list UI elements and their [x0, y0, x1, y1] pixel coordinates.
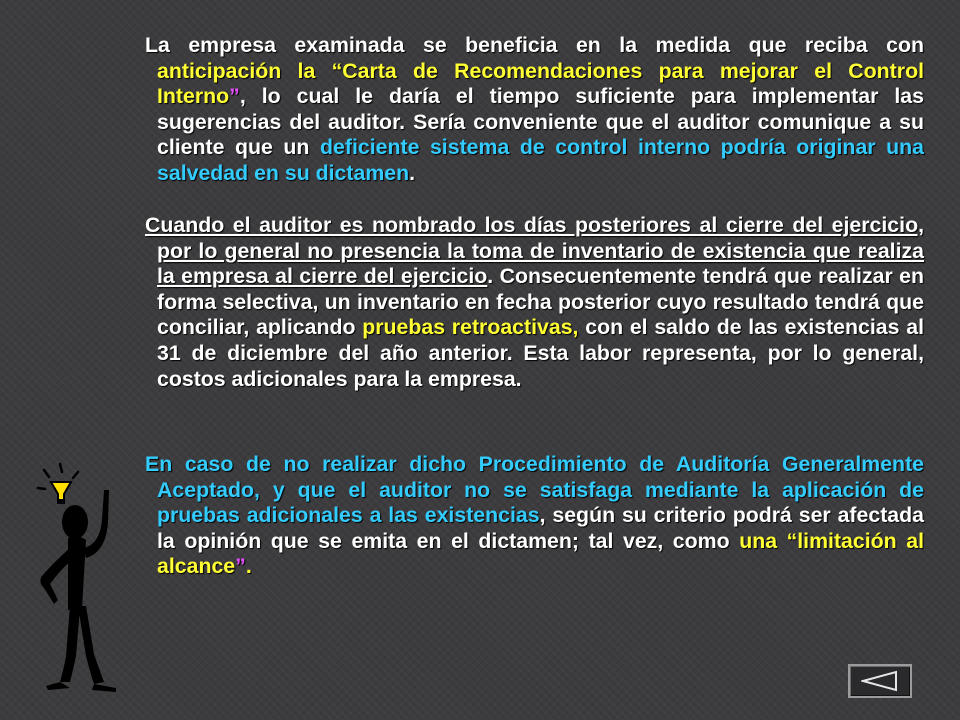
p2-text-1: . Consecuentemente tendrá que realizar en forma selectiva, un inventario en fecha posterior cuyo resultado tendrá que conciliar, aplicando — [157, 264, 924, 340]
paragraph-1 — [145, 33, 924, 187]
p2-highlight-pruebas: pruebas retroactivas, — [362, 315, 579, 340]
p3-highlight-limitacion: una “limitación al alcance — [157, 528, 924, 579]
p2-text-2: con el saldo de las existencias al 31 de diciembre del año anterior. Esta labor representa, por lo general, costos adicionales para la empresa. — [157, 315, 924, 391]
back-button[interactable] — [848, 664, 912, 698]
p1-highlight-deficiente: deficiente sistema de control interno podría originar una salvedad en su dictamen — [157, 135, 924, 185]
p3-closing-quote: ” — [235, 554, 246, 579]
p1-text-3: . — [409, 160, 416, 185]
paragraph-3 — [145, 452, 924, 580]
p1-text-2: , lo cual le daría el tiempo suficiente para implementar las sugerencias del auditor. Sería conveniente que el auditor comunique a su cliente que un — [157, 84, 924, 160]
paragraph-2 — [145, 213, 924, 392]
thinking-person-lightbulb-icon — [20, 460, 140, 700]
p1-highlight-carta: anticipación la “Carta de Recomendaciones para mejorar el Control Interno — [157, 58, 924, 109]
p3-text-2: . — [245, 554, 252, 579]
p3-highlight-procedimiento: En caso de no realizar dicho Procedimiento de Auditoría Generalmente Aceptado, y que el auditor no se satisfaga mediante la aplicación de pruebas adicionales a las existencias — [145, 452, 924, 528]
p3-text-1: , según su criterio podrá ser afectada la opinión que se emita en el dictamen; tal vez, como — [157, 503, 924, 553]
back-triangle-icon — [861, 670, 899, 692]
p1-text-1: La empresa examinada se beneficia en la medida que reciba con — [145, 33, 924, 57]
p1-closing-quote: ” — [229, 84, 240, 109]
p2-underlined-text: Cuando el auditor es nombrado los días posteriores al cierre del ejercicio, por lo general no presencia la toma de inventario de existencia que realiza la empresa al cierre del ejercicio — [145, 213, 924, 289]
